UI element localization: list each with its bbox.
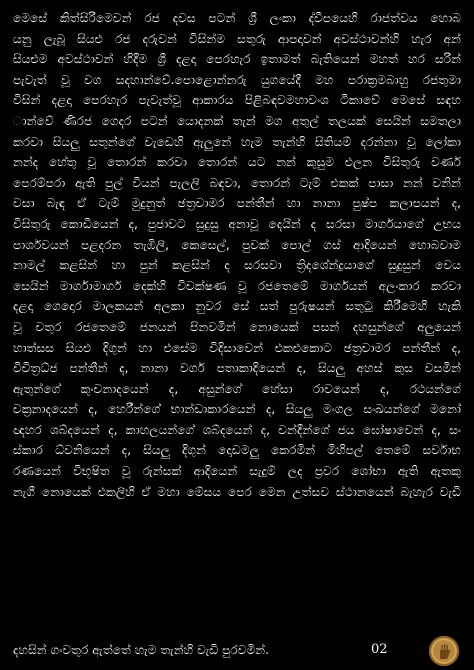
- page-number: 02: [371, 642, 388, 657]
- text-line-20: චක්‍රනාදයෙන් ද, හෙරීන්ගේ භාන්ඩාකාරයෙන් ද, සියලු මංගල සංඛයන්ගේ මනෝ: [13, 402, 461, 417]
- text-line-12: පාර්ශවයන් පළදරන තැඹිලි, කෙසෙල්, පුවක් පොල් ගස් ආදියෙන් හොබවාම: [13, 237, 461, 252]
- text-line-13: නාමල් කළසින් හා පුන් කළසින් ද සරසවා ත්‍රිදශේන්ද්‍රයාගේ සුදුසුන් වෙය: [13, 258, 461, 273]
- text-line-10: වසා බැඳ ඒ ටැම් මුදුනුත් ඡත්‍රචාමර පන්තීන් හා නානා පුෂ්ප කලාපයන් ද,: [13, 196, 461, 211]
- text-line-16: වූ චතුර රජතෙමේ ජනයන් පිනවමින් නොයෙක් පසන් දහසුන්ගේ අලුයෙන්: [13, 319, 461, 334]
- text-line-17: හාත්සස සියළු දිගුන් හා එසේම විදිසාවෙන් එකළුකොට ඡත්‍රචාමර පන්තීන් ද,: [13, 340, 461, 355]
- text-line-2: යනු ලැබූ සියළු රජ දරුවන් විසින්ම සතුරු ආපදාවන් අවස්ථාවන්හි හැර අන්: [13, 31, 461, 46]
- text-line-4: පැවැත් වූ වග සදහාන්වේ.පොළොන්නරු යුගයේදී මහ පරාක්‍රමබාහු රජතුමා: [13, 72, 461, 87]
- text-line-23: රණයෙන් විභූෂිත වූ රුන්සක් ආදියෙන් සැදුම් ලද ප්‍රවර ශෝභා ඇති ඇතකු: [13, 464, 461, 479]
- text-line-19: ඇතුන්ගේ කුංචනාදයෙන් ද, අසුන්ගේ හේසා රාවයෙන් ද, රථයන්ගේ: [13, 381, 461, 396]
- text-line-3: සියළුම අවස්ථාවන් හිදීම ශ්‍රී දළදා පෙරහැර ඉතාමත් බැතියෙන් මහත් හර සරින්: [13, 52, 461, 67]
- text-line-6: ාන්වේ ණිරජ ගෙදර පටන් යොදනක් තැන් මග අතුල් තලයක් සෙයින් සමතලා: [13, 113, 461, 128]
- text-line-1: මෙසේ කිත්සිරිමෙවන් රජ දවස පටන් ශ්‍රී ලංකා ද්වීපයෙහි රාජත්වය හොබ: [13, 11, 461, 25]
- hand-glyph-icon: [434, 641, 454, 661]
- text-line-7: කරවා සියලු සතුන්ගේ වැඩෙහි ඇලුනේ හැම තැන්හි සිතියම් දරන්නා වූ ලෝකා: [13, 134, 461, 149]
- text-line-18: විචිත්‍රධ්ජ පන්තීන් ද, නානා වර්ග පතාකාදියෙන් ද, සියලු අහස් කුස වසමින්: [13, 361, 461, 376]
- hand-seal-icon: [429, 636, 459, 666]
- text-line-21: ඥහර ශබ්දයෙන් ද, කාහලයන්ගේ ශබ්දයෙන් ද, චන්දීන්ගේ ජය ඝෝෂාවෙන් ද, සං: [13, 422, 461, 437]
- text-line-15: දළදා ගෙදොර මාලකයන් අලකා නුවර සේ සත් පුරුෂයන් සතුටු කිරීමෙහි හැකි: [13, 299, 461, 314]
- text-line-last: දහසින් ගංවතුර ඇත්තේ හැම තැන්හි වැඩි පුරවමින්.: [13, 643, 270, 657]
- text-line-11: විසිතුරු කොඩියෙන් ද, පුජාවට සුදුසු අනාවූ දෙයින් ද සරසා මාර්ගයාගේ උභය: [13, 216, 461, 231]
- text-line-24: නැගී නොයෙක් එකලිහි ඒ මහා මේසය පෙර මෙන උත්සව ස්ථානයෙන් බැහැර වැඩි: [13, 484, 461, 499]
- text-line-5: විසින් දළදා පෙරහැර පැවැත්වූ ආකාරය පිළිබඳවමහාවංශ ටීකාවේ මෙසේ සඳහ: [13, 93, 461, 108]
- page-footer: [13, 640, 461, 662]
- text-line-22: ස්කාර ධ්වනියෙන් ද, සියලු දිගුන් දොඩමලු කෙරමින් මිහිපල් තෙමේ සර්වාභ: [13, 443, 461, 458]
- text-line-14: සෙයින් මාර්ගාමාර්ග දෙක්හි විචක්ෂණ වූ රජතෙමේ මාර්ගයන් අලංකාර කරවා: [13, 278, 461, 293]
- text-line-8: නන්ද හේතු වූ තොරන් කරවා තොරන් යට නන් කුසුම එලන විසිතුරු වර්ණ: [13, 155, 461, 170]
- text-line-9: පෙරම්පරා ඇති පුල් වියන් පැලලි බඳවා, තොරන් ටැම් එකක් පාසා නන් වනින්: [13, 175, 461, 190]
